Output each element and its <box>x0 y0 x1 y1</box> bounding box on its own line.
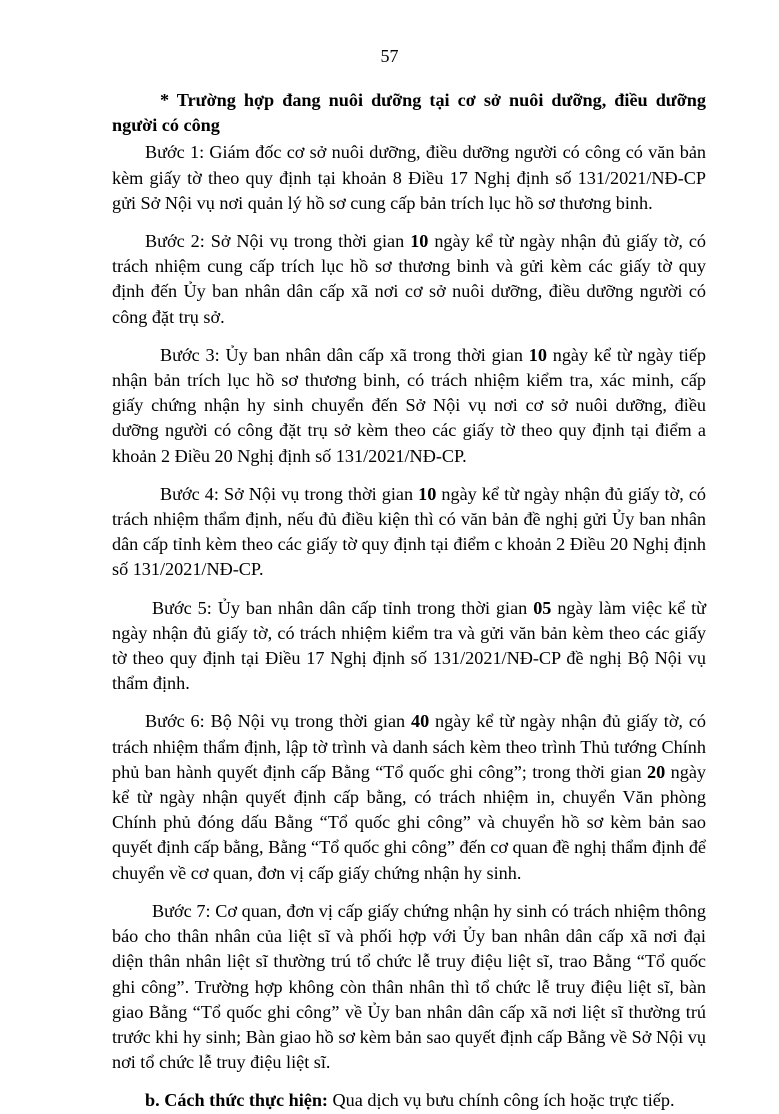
step-5-label: Bước 5: <box>152 597 212 618</box>
section-b-label: b. Cách thức thực hiện: <box>145 1090 328 1111</box>
step-5-text-after: ngày làm việc kể từ ngày nhận đủ giấy tờ, có trách nhiệm kiểm tra và gửi văn bản kèm theo các giấy tờ theo quy định tại Điều 17 Nghị định số 131/2021/NĐ-CP đề nghị Bộ Nội vụ thẩm định. <box>112 597 707 694</box>
step-4-paragraph <box>112 482 706 583</box>
step-3-paragraph <box>112 343 706 469</box>
step-6-text-mid: ngày kể từ ngày nhận đủ giấy tờ, có trách nhiệm thẩm định, lập tờ trình và danh sách kèm theo trình Thủ tướng Chính phủ ban hành quyết định cấp Bằng “Tổ quốc ghi công”; trong thời gian <box>112 711 707 782</box>
step-6-days: 40 <box>411 711 430 732</box>
step-4-text-after: ngày kể từ ngày nhận đủ giấy tờ, có trách nhiệm thẩm định, nếu đủ điều kiện thì có văn bản đề nghị gửi Ủy ban nhân dân cấp tỉnh kèm theo các giấy tờ quy định tại điểm c khoản 2 Điều 20 Nghị định số 131/2021/NĐ-CP. <box>112 483 706 580</box>
step-3-text-after: ngày kể từ ngày tiếp nhận bản trích lục hồ sơ thương binh, có trách nhiệm kiểm tra, xác minh, cấp giấy chứng nhận hy sinh chuyển đến Sở Nội vụ nơi cơ sở nuôi dưỡng, điều dưỡng người có công đặt trụ sở kèm theo các giấy tờ theo quy định tại điểm a khoản 2 Điều 20 Nghị định số 131/2021/NĐ-CP. <box>112 344 707 466</box>
step-2-paragraph <box>112 229 706 330</box>
step-6-label: Bước 6: <box>145 711 205 732</box>
step-2-label: Bước 2: <box>145 231 205 252</box>
step-4-label: Bước 4: <box>160 483 219 504</box>
page-number: 57 <box>380 46 399 66</box>
step-1-paragraph <box>112 140 706 216</box>
document-body <box>112 88 706 1114</box>
section-heading: * Trường hợp đang nuôi dưỡng tại cơ sở nuôi dưỡng, điều dưỡng người có công <box>112 90 706 136</box>
step-7-paragraph <box>112 899 706 1075</box>
step-7-label: Bước 7: <box>152 900 211 921</box>
step-3-days: 10 <box>528 344 547 365</box>
step-7-text: Cơ quan, đơn vị cấp giấy chứng nhận hy sinh có trách nhiệm thông báo cho thân nhân của liệt sĩ và phối hợp với Ủy ban nhân dân cấp xã nơi đại diện thân nhân liệt sĩ thường trú tổ chức lễ truy điệu liệt sĩ, trao Bằng “Tổ quốc ghi công”. Trường hợp không còn thân nhân thì tổ chức lễ truy điệu liệt sĩ, bàn giao Bằng “Tổ quốc ghi công” về Ủy ban nhân dân cấp xã nơi liệt sĩ thường trú trước khi hy sinh; Bàn giao hồ sơ kèm bản sao quyết định cấp Bằng về Sở Nội vụ nơi tổ chức lễ truy điệu liệt sĩ. <box>112 900 706 1073</box>
step-6-days-2: 20 <box>647 761 666 782</box>
step-3-text-before: Ủy ban nhân dân cấp xã trong thời gian <box>219 344 529 365</box>
step-1-text: Giám đốc cơ sở nuôi dưỡng, điều dưỡng người có công có văn bản kèm giấy tờ theo quy định tại khoản 8 Điều 17 Nghị định số 131/2021/NĐ-CP gửi Sở Nội vụ nơi quản lý hồ sơ cung cấp bản trích lục hồ sơ thương binh. <box>112 142 706 213</box>
step-2-text-before: Sở Nội vụ trong thời gian <box>204 231 411 252</box>
step-5-paragraph <box>112 596 706 697</box>
step-5-days: 05 <box>533 597 552 618</box>
step-2-text-after: ngày kể từ ngày nhận đủ giấy tờ, có trách nhiệm cung cấp trích lục hồ sơ thương binh và gửi kèm các giấy tờ quy định đến Ủy ban nhân dân cấp xã nơi cơ sở nuôi dưỡng, điều dưỡng người có công đặt trụ sở. <box>112 231 706 327</box>
step-1-label: Bước 1: <box>145 142 205 163</box>
step-6-text-before: Bộ Nội vụ trong thời gian <box>204 711 411 732</box>
step-6-paragraph <box>112 709 706 885</box>
step-3-label: Bước 3: <box>160 344 220 365</box>
section-b-paragraph <box>112 1088 706 1113</box>
step-4-days: 10 <box>418 483 437 504</box>
step-2-days: 10 <box>410 231 429 252</box>
section-b-text: Qua dịch vụ bưu chính công ích hoặc trực tiếp. <box>328 1090 675 1111</box>
step-5-text-before: Ủy ban nhân dân cấp tỉnh trong thời gian <box>211 597 534 618</box>
step-6-text-after: ngày kể từ ngày nhận quyết định cấp bằng, có trách nhiệm in, chuyển Văn phòng Chính phủ đóng dấu Bằng “Tổ quốc ghi công” và chuyển hồ sơ kèm bản sao quyết định cấp bằng, Bằng “Tổ quốc ghi công” đến cơ quan đề nghị thẩm định để chuyển về cơ quan, đơn vị cấp giấy chứng nhận hy sinh. <box>112 761 706 883</box>
step-4-text-before: Sở Nội vụ trong thời gian <box>218 483 419 504</box>
